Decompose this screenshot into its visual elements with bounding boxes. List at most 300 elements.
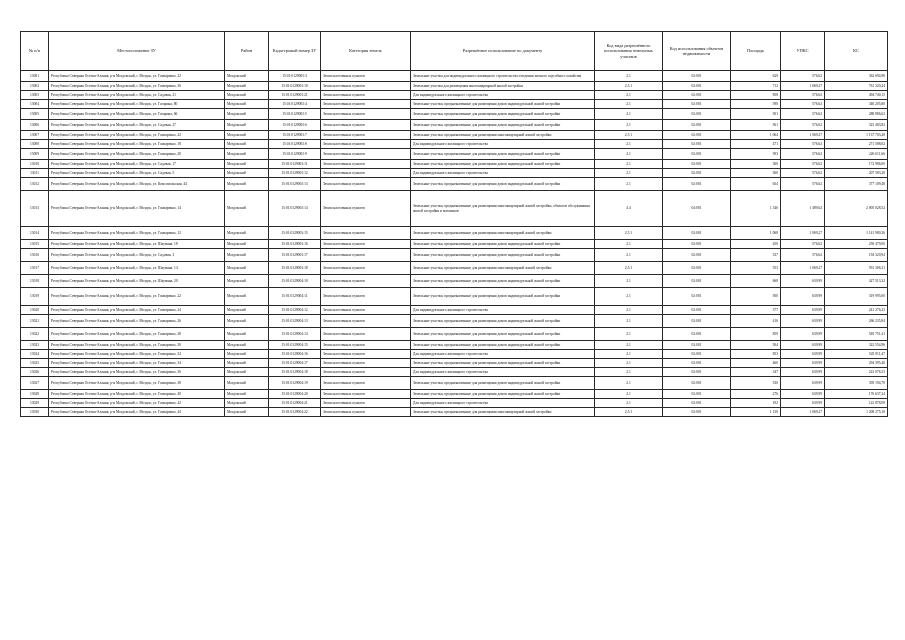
cell-cadastral-number: 15:01:0129003:8	[269, 140, 321, 149]
cell-number: 13015	[21, 240, 49, 249]
cell-cadastral-number: 15:01:0129004:16	[269, 350, 321, 359]
cell-number: 13030	[21, 408, 49, 417]
cell-number: 13014	[21, 227, 49, 240]
cell-use-code: 2.1	[595, 341, 663, 350]
cell-property-use-code: 02:001	[663, 275, 731, 288]
cell-area: 853	[731, 350, 781, 359]
cell-number: 13021	[21, 315, 49, 328]
cell-property-use-code: 02:001	[663, 100, 731, 109]
cell-district: Моздокский	[225, 169, 269, 178]
cell-property-use-code: 02:001	[663, 288, 731, 306]
cell-district: Моздокский	[225, 390, 269, 399]
cell-number: 13017	[21, 262, 49, 275]
cell-use-code: 2.1	[595, 140, 663, 149]
cell-cadastral-number: 15:01:0129004:11	[269, 288, 321, 306]
cell-use-code: 2.1	[595, 350, 663, 359]
table-row	[21, 169, 888, 178]
cell-use-code: 2.1	[595, 100, 663, 109]
cell-upks: 576,62	[781, 249, 825, 262]
table-row	[21, 227, 888, 240]
cell-location: Республика Северная Осетия-Алания, р-н Моздокский, г. Моздок, ул. Гончаренко, 36	[49, 82, 225, 91]
cell-number: 13024	[21, 350, 49, 359]
cell-number: 13002	[21, 82, 49, 91]
cell-land-category: Земли населенных пунктов	[321, 131, 411, 140]
cell-cadastral-number: 15:01:0129003:16	[269, 240, 321, 249]
cell-property-use-code: 02:001	[663, 306, 731, 315]
cell-upks: 576,62	[781, 71, 825, 82]
cell-ks: 288 886,62	[825, 109, 888, 120]
cell-upks: 576,62	[781, 100, 825, 109]
cell-upks: 1 069,27	[781, 131, 825, 140]
header-district: Район	[225, 32, 269, 71]
cell-ks: 362 694,98	[825, 71, 888, 82]
cell-cadastral-number: 15:01:0129003:10	[269, 82, 321, 91]
cell-use-code: 2.1	[595, 288, 663, 306]
cell-property-use-code: 02:001	[663, 350, 731, 359]
cell-permitted-use: Для индивидуального жилищного строительства	[411, 306, 595, 315]
cell-number: 13016	[21, 249, 49, 262]
cell-property-use-code: 02:001	[663, 262, 731, 275]
cell-location: Республика Северная Осетия-Алания, р-н Моздокский, г. Моздок, ул. Гончаренко, 22	[49, 288, 225, 306]
cell-permitted-use: Земельные участки, предназначенные для размещения домов индивидуальной жилой застройки	[411, 328, 595, 341]
cell-permitted-use: Земельные участки, предназначенные для размещения домов индивидуальной жилой застройки	[411, 240, 595, 249]
cell-land-category: Земли населенных пунктов	[321, 377, 411, 390]
cell-upks: 576,62	[781, 178, 825, 191]
cell-permitted-use: Земельные участки, предназначенные для размещения домов индивидуальной жилой застройки	[411, 100, 595, 109]
cell-property-use-code: 02:001	[663, 169, 731, 178]
cell-property-use-code: 02:001	[663, 71, 731, 82]
cell-cadastral-number: 15:01:0129004:12	[269, 306, 321, 315]
header-upks: УПКС	[781, 32, 825, 71]
cell-land-category: Земли населенных пунктов	[321, 368, 411, 377]
cell-location: Республика Северная Осетия-Алания, р-н Моздокский, г. Моздок, ул. Садовая, 21	[49, 91, 225, 100]
cell-ks: 222 076,53	[825, 368, 888, 377]
cell-permitted-use: Земельные участки, предназначенные для размещения домов индивидуальной жилой застройки	[411, 275, 595, 288]
cell-area: 859	[731, 328, 781, 341]
cell-ks: 1 208 275,10	[825, 408, 888, 417]
cell-ks: 266 235,84	[825, 315, 888, 328]
cell-permitted-use: Для индивидуального жилищного строительства	[411, 91, 595, 100]
cell-permitted-use: Земельные участки, предназначенные для размещения домов индивидуальной жилой застройки	[411, 315, 595, 328]
cell-use-code: 2.5.1	[595, 408, 663, 417]
table-row	[21, 91, 888, 100]
cell-land-category: Земли населенных пунктов	[321, 288, 411, 306]
cell-ks: 339 194,70	[825, 377, 888, 390]
header-use-code: Код вида разрешённого использования земельных участков	[595, 32, 663, 71]
cell-upks: 1 069,27	[781, 262, 825, 275]
cell-cadastral-number: 15:01:0129003:4	[269, 100, 321, 109]
cell-use-code: 2.1	[595, 178, 663, 191]
cell-ks: 259 479,00	[825, 240, 888, 249]
cell-upks: 576,62	[781, 140, 825, 149]
cell-ks: 761 320,24	[825, 82, 888, 91]
cell-district: Моздокский	[225, 328, 269, 341]
cell-location: Республика Северная Осетия-Алания, р-н Моздокский, г. Моздок, ул. Гончаренко, 34	[49, 359, 225, 368]
cell-cadastral-number: 15:01:0129004:22	[269, 408, 321, 417]
cell-area: 450	[731, 240, 781, 249]
cell-cadastral-number: 15:01:0129004:10	[269, 275, 321, 288]
cell-area: 858	[731, 91, 781, 100]
cell-district: Моздокский	[225, 178, 269, 191]
cell-number: 13003	[21, 91, 49, 100]
cell-property-use-code: 02:001	[663, 341, 731, 350]
cell-cadastral-number: 15:01:0129004:14	[269, 328, 321, 341]
cell-land-category: Земли населенных пунктов	[321, 160, 411, 169]
cell-cadastral-number: 15:01:0129003:17	[269, 249, 321, 262]
cell-property-use-code: 02:001	[663, 160, 731, 169]
cell-cadastral-number: 15:01:0129004:20	[269, 390, 321, 399]
cell-ks: 427 513,32	[825, 275, 888, 288]
cell-district: Моздокский	[225, 306, 269, 315]
cell-permitted-use: Земельные участки, предназначенные для размещения многоквартирной жилой застройки, объектов обслуживания жилой застройки и магазинов	[411, 191, 595, 227]
cell-permitted-use: Земельные участки, предназначенные для размещения домов индивидуальной жилой застройки	[411, 160, 595, 169]
table-row	[21, 288, 888, 306]
cell-property-use-code: 02:001	[663, 109, 731, 120]
cell-land-category: Земли населенных пунктов	[321, 71, 411, 82]
cell-district: Моздокский	[225, 227, 269, 240]
cell-property-use-code: 02:001	[663, 149, 731, 160]
table-row	[21, 160, 888, 169]
cell-upks: 1 489,62	[781, 191, 825, 227]
cell-location: Республика Северная Осетия-Алания, р-н Моздокский, г. Моздок, ул. Гончаренко, 24	[49, 306, 225, 315]
cell-property-use-code: 02:001	[663, 368, 731, 377]
cell-use-code: 2.1	[595, 149, 663, 160]
cell-area: 553	[731, 262, 781, 275]
cell-location: Республика Северная Осетия-Алания, р-н Моздокский, г. Моздок, ул. Гончаренко, 36	[49, 368, 225, 377]
cell-use-code: 2.5.1	[595, 227, 663, 240]
cell-location: Республика Северная Осетия-Алания, р-н Моздокский, г. Моздок, ул. Гончаренко, 20	[49, 149, 225, 160]
cell-land-category: Земли населенных пунктов	[321, 100, 411, 109]
cell-number: 13018	[21, 275, 49, 288]
cell-location: Республика Северная Осетия-Алания, р-н Моздокский, г. Моздок, ул. Шаумяна, 20	[49, 275, 225, 288]
cell-land-category: Земли населенных пунктов	[321, 120, 411, 131]
cell-ks: 494 740,15	[825, 91, 888, 100]
table-row	[21, 341, 888, 350]
cell-district: Моздокский	[225, 377, 269, 390]
cell-cadastral-number: 15:01:0129003:5	[269, 109, 321, 120]
cell-property-use-code: 02:001	[663, 399, 731, 408]
cell-area: 530	[731, 377, 781, 390]
cell-property-use-code: 02:001	[663, 315, 731, 328]
cell-number: 13022	[21, 328, 49, 341]
cell-location: Республика Северная Осетия-Алания, р-н Моздокский, г. Моздок, ул. Гончаренко, 32	[49, 350, 225, 359]
cell-ks: 294 395,40	[825, 359, 888, 368]
cell-permitted-use: Земельные участки для размещения многоквартирной жилой застройки	[411, 82, 595, 91]
cell-area: 1 130	[731, 408, 781, 417]
table-row	[21, 249, 888, 262]
table-row	[21, 368, 888, 377]
cell-location: Республика Северная Осетия-Алания, р-н Моздокский, г. Моздок, ул. Шаумяна, 18	[49, 240, 225, 249]
cell-district: Моздокский	[225, 315, 269, 328]
cell-ks: 176 637,24	[825, 390, 888, 399]
cell-upks: 639,99	[781, 341, 825, 350]
cell-ks: 2 005 028,52	[825, 191, 888, 227]
cell-ks: 319 995,00	[825, 288, 888, 306]
cell-upks: 1 069,27	[781, 408, 825, 417]
cell-area: 347	[731, 368, 781, 377]
cell-district: Моздокский	[225, 368, 269, 377]
cadastral-value-table	[20, 31, 888, 417]
cell-permitted-use: Земельные участки, предназначенные для размещения многоквартирной жилой застройки	[411, 262, 595, 275]
cell-property-use-code: 02:001	[663, 178, 731, 191]
cell-district: Моздокский	[225, 240, 269, 249]
cell-location: Республика Северная Осетия-Алания, р-н Моздокский, г. Моздок, ул. Гончаренко, 32	[49, 71, 225, 82]
cell-ks: 194 320,94	[825, 249, 888, 262]
cell-number: 13008	[21, 140, 49, 149]
cell-permitted-use: Земельные участки для индивидуального жилищного строительства и ведения личного подсобного хозяйства	[411, 71, 595, 82]
table-row	[21, 328, 888, 341]
cell-area: 471	[731, 140, 781, 149]
cell-land-category: Земли населенных пунктов	[321, 328, 411, 341]
cell-property-use-code: 02:001	[663, 359, 731, 368]
cell-location: Республика Северная Осетия-Алания, р-н Моздокский, г. Моздок, ул. Гончаренко, 38	[49, 377, 225, 390]
cell-land-category: Земли населенных пунктов	[321, 191, 411, 227]
cell-location: Республика Северная Осетия-Алания, р-н Моздокский, г. Моздок, ул. Гончаренко, 18	[49, 140, 225, 149]
cell-land-category: Земли населенных пунктов	[321, 408, 411, 417]
cell-cadastral-number: 15:01:0129003:18	[269, 262, 321, 275]
cell-location: Республика Северная Осетия-Алания, р-н Моздокский, г. Моздок, ул. Садовая, 5	[49, 169, 225, 178]
cell-land-category: Земли населенных пунктов	[321, 227, 411, 240]
cell-district: Моздокский	[225, 71, 269, 82]
cell-area: 460	[731, 359, 781, 368]
table-row	[21, 306, 888, 315]
cell-ks: 545 911,47	[825, 350, 888, 359]
cell-district: Моздокский	[225, 262, 269, 275]
cell-location: Республика Северная Осетия-Алания, р-н Моздокский, г. Моздок, ул. Садовая, 3	[49, 249, 225, 262]
cell-land-category: Земли населенных пунктов	[321, 399, 411, 408]
header-area: Площадь	[731, 32, 781, 71]
cell-land-category: Земли населенных пунктов	[321, 169, 411, 178]
table-row	[21, 350, 888, 359]
cell-area: 501	[731, 109, 781, 120]
cell-permitted-use: Для индивидуального жилищного строительства	[411, 350, 595, 359]
cell-permitted-use: Земельные участки, предназначенные для размещения домов индивидуальной жилой застройки	[411, 149, 595, 160]
table-row	[21, 390, 888, 399]
cell-area: 1 068	[731, 227, 781, 240]
cell-district: Моздокский	[225, 408, 269, 417]
cell-permitted-use: Земельные участки, предназначенные для размещения многоквартирной жилой застройки	[411, 408, 595, 417]
cell-land-category: Земли населенных пунктов	[321, 262, 411, 275]
cell-district: Моздокский	[225, 191, 269, 227]
cell-permitted-use: Земельные участки, предназначенные для размещения домов индивидуальной жилой застройки	[411, 359, 595, 368]
cell-cadastral-number: 15:01:0129003:9	[269, 149, 321, 160]
cell-use-code: 2.1	[595, 306, 663, 315]
cell-cadastral-number: 15:01:0129004:17	[269, 359, 321, 368]
cell-ks: 207 583,20	[825, 169, 888, 178]
cell-ks: 226 611,66	[825, 149, 888, 160]
cell-location: Республика Северная Осетия-Алания, р-н Моздокский, г. Моздок, ул. Гончаренко, 12	[49, 227, 225, 240]
cell-permitted-use: Земельные участки, предназначенные для размещения домов индивидуальной жилой застройки	[411, 341, 595, 350]
cell-use-code: 2.1	[595, 359, 663, 368]
cell-use-code: 2.1	[595, 120, 663, 131]
table-row	[21, 408, 888, 417]
cell-ks: 340 205,80	[825, 100, 888, 109]
cell-number: 13006	[21, 120, 49, 131]
cell-number: 13005	[21, 109, 49, 120]
cell-location: Республика Северная Осетия-Алания, р-н Моздокский, г. Моздок, ул. Гончаренко, 44	[49, 408, 225, 417]
cell-ks: 1 141 980,36	[825, 227, 888, 240]
cell-use-code: 2.1	[595, 377, 663, 390]
cell-property-use-code: 02:001	[663, 82, 731, 91]
cell-location: Республика Северная Осетия-Алания, р-н Моздокский, г. Моздок, ул. Комсомольская, 44	[49, 178, 225, 191]
cell-ks: 271 588,02	[825, 140, 888, 149]
cell-cadastral-number: 15:01:0129003:7	[269, 131, 321, 140]
table-row	[21, 191, 888, 227]
cell-location: Республика Северная Осетия-Алания, р-н Моздокский, г. Моздок, ул. Садовая, 17	[49, 160, 225, 169]
cell-district: Моздокский	[225, 82, 269, 91]
cell-cadastral-number: 15:01:0129004:19	[269, 377, 321, 390]
table-row	[21, 262, 888, 275]
cell-use-code: 2.1	[595, 160, 663, 169]
cell-district: Моздокский	[225, 160, 269, 169]
cell-district: Моздокский	[225, 91, 269, 100]
table-row	[21, 82, 888, 91]
table-row	[21, 120, 888, 131]
cell-land-category: Земли населенных пунктов	[321, 315, 411, 328]
cell-number: 13025	[21, 359, 49, 368]
cell-number: 13028	[21, 390, 49, 399]
cell-permitted-use: Для индивидуального жилищного строительства	[411, 399, 595, 408]
cell-district: Моздокский	[225, 249, 269, 262]
header-location: Местоположение ЗУ	[49, 32, 225, 71]
cell-land-category: Земли населенных пунктов	[321, 275, 411, 288]
cell-ks: 591 306,31	[825, 262, 888, 275]
cell-area: 500	[731, 288, 781, 306]
cell-cadastral-number: 15:01:0129003:12	[269, 169, 321, 178]
cell-cadastral-number: 15:01:0129003:3	[269, 71, 321, 82]
cell-area: 192	[731, 399, 781, 408]
table-row	[21, 275, 888, 288]
cell-permitted-use: Земельные участки, предназначенные для размещения многоквартирной жилой застройки	[411, 131, 595, 140]
table-row	[21, 71, 888, 82]
cell-upks: 1 069,27	[781, 82, 825, 91]
cell-land-category: Земли населенных пунктов	[321, 306, 411, 315]
cell-property-use-code: 02:001	[663, 91, 731, 100]
cell-district: Моздокский	[225, 120, 269, 131]
cell-upks: 576,62	[781, 149, 825, 160]
cell-upks: 639,99	[781, 306, 825, 315]
cell-use-code: 2.1	[595, 328, 663, 341]
cell-number: 13004	[21, 100, 49, 109]
cell-permitted-use: Земельные участки, предназначенные для размещения домов индивидуальной жилой застройки	[411, 249, 595, 262]
cell-cadastral-number: 15:01:0129003:21	[269, 91, 321, 100]
cell-use-code: 2.1	[595, 169, 663, 178]
cell-area: 377	[731, 306, 781, 315]
cell-location: Республика Северная Осетия-Алания, р-н Моздокский, г. Моздок, ул. Гончаренко, 42	[49, 399, 225, 408]
cell-property-use-code: 02:001	[663, 140, 731, 149]
cell-cadastral-number: 15:01:0129003:11	[269, 160, 321, 169]
cell-upks: 576,62	[781, 120, 825, 131]
cell-location: Республика Северная Осетия-Алания, р-н Моздокский, г. Моздок, ул. Гончаренко, 28	[49, 328, 225, 341]
cell-upks: 576,62	[781, 160, 825, 169]
table-row	[21, 100, 888, 109]
cell-ks: 323 483,82	[825, 120, 888, 131]
cell-upks: 576,62	[781, 109, 825, 120]
cell-use-code: 2.5.1	[595, 262, 663, 275]
cell-upks: 639,99	[781, 368, 825, 377]
cell-number: 13019	[21, 288, 49, 306]
cell-upks: 576,62	[781, 169, 825, 178]
table-row	[21, 377, 888, 390]
table-row	[21, 359, 888, 368]
cell-number: 13010	[21, 160, 49, 169]
table-row	[21, 399, 888, 408]
table-row	[21, 240, 888, 249]
cell-location: Республика Северная Осетия-Алания, р-н Моздокский, г. Моздок, ул. Гагарина, 66	[49, 109, 225, 120]
cell-number: 13012	[21, 178, 49, 191]
cell-ks: 1 137 703,28	[825, 131, 888, 140]
header-number: № п/п	[21, 32, 49, 71]
cell-cadastral-number: 15:01:0129003:13	[269, 178, 321, 191]
cell-number: 13011	[21, 169, 49, 178]
cell-location: Республика Северная Осетия-Алания, р-н Моздокский, г. Моздок, ул. Гончаренко, 30	[49, 341, 225, 350]
cell-upks: 639,99	[781, 315, 825, 328]
cell-property-use-code: 02:001	[663, 249, 731, 262]
cell-district: Моздокский	[225, 131, 269, 140]
cell-permitted-use: Земельные участки, предназначенные для размещения многоквартирной жилой застройки	[411, 227, 595, 240]
cell-land-category: Земли населенных пунктов	[321, 178, 411, 191]
table-body	[21, 71, 888, 417]
cell-land-category: Земли населенных пунктов	[321, 82, 411, 91]
cell-permitted-use: Для индивидуального жилищного строительства	[411, 140, 595, 149]
table-row	[21, 140, 888, 149]
cell-use-code: 2.5.1	[595, 82, 663, 91]
cell-area: 416	[731, 315, 781, 328]
cell-ks: 549 751,41	[825, 328, 888, 341]
cell-district: Моздокский	[225, 288, 269, 306]
cell-district: Моздокский	[225, 399, 269, 408]
cell-cadastral-number: 15:01:0129004:13	[269, 315, 321, 328]
cell-area: 1 064	[731, 131, 781, 140]
cell-upks: 576,62	[781, 91, 825, 100]
cell-upks: 639,99	[781, 377, 825, 390]
cell-use-code: 2.1	[595, 240, 663, 249]
cell-area: 337	[731, 249, 781, 262]
cell-cadastral-number: 15:01:0129004:15	[269, 341, 321, 350]
cell-cadastral-number: 15:01:0129003:15	[269, 227, 321, 240]
cell-ks: 377 109,48	[825, 178, 888, 191]
cell-area: 561	[731, 120, 781, 131]
cell-permitted-use: Земельные участки, предназначенные для размещения домов индивидуальной жилой застройки	[411, 120, 595, 131]
cell-number: 13007	[21, 131, 49, 140]
cell-cadastral-number: 15:01:0129004:18	[269, 368, 321, 377]
table-row	[21, 149, 888, 160]
cell-property-use-code: 02:001	[663, 131, 731, 140]
cell-upks: 639,99	[781, 275, 825, 288]
cell-land-category: Земли населенных пунктов	[321, 240, 411, 249]
cell-number: 13020	[21, 306, 49, 315]
cell-location: Республика Северная Осетия-Алания, р-н Моздокский, г. Моздок, ул. Гончаренко, 22	[49, 131, 225, 140]
table-row	[21, 131, 888, 140]
cell-location: Республика Северная Осетия-Алания, р-н Моздокский, г. Моздок, ул. Садовая, 27	[49, 120, 225, 131]
cell-permitted-use: Земельные участки, предназначенные для размещения домов индивидуальной жилой застройки	[411, 377, 595, 390]
cell-cadastral-number: 15:01:0129004:21	[269, 399, 321, 408]
cell-use-code: 2.5.1	[595, 131, 663, 140]
cell-area: 360	[731, 169, 781, 178]
cell-land-category: Земли населенных пунктов	[321, 341, 411, 350]
cell-use-code: 2.1	[595, 71, 663, 82]
cell-upks: 576,62	[781, 240, 825, 249]
cell-upks: 639,99	[781, 390, 825, 399]
cell-use-code: 2.1	[595, 249, 663, 262]
cell-district: Моздокский	[225, 149, 269, 160]
header-permitted-use: Разрешённое использование по документу	[411, 32, 595, 71]
cell-number: 13023	[21, 341, 49, 350]
cell-cadastral-number: 15:01:0129003:14	[269, 191, 321, 227]
cell-number: 13029	[21, 399, 49, 408]
cell-use-code: 2.1	[595, 399, 663, 408]
cell-number: 13013	[21, 191, 49, 227]
